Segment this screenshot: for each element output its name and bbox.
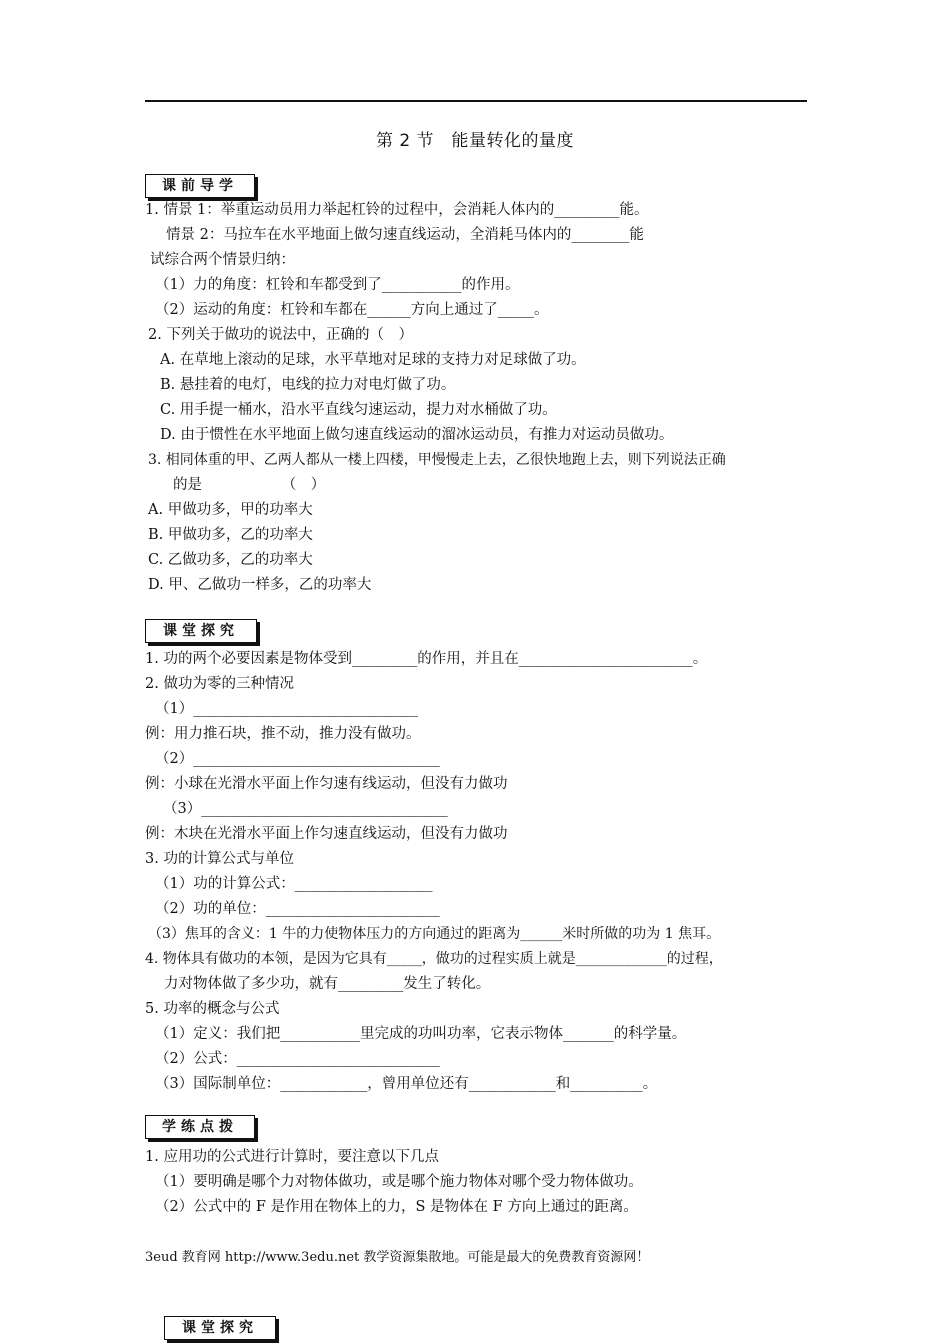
explore-line: （3）国际制单位：____________，曾用单位还有____________和__________。 — [155, 1076, 658, 1092]
pre-line: 2. 下列关于做功的说法中，正确的（ ） — [148, 327, 413, 343]
explore-line: （2）功的单位：________________________ — [155, 901, 440, 917]
section-badge-pre: 课前导学 — [145, 174, 255, 198]
explore-line: 例：小球在光滑水平面上作匀速有线运动，但没有力做功 — [145, 776, 508, 792]
pre-line: 情景 2：马拉车在水平地面上做匀速直线运动，全消耗马体内的________能 — [166, 227, 644, 243]
header-rule — [145, 100, 807, 102]
explore-line: （1）定义：我们把___________里完成的功叫功率，它表示物体_______的科学量。 — [155, 1026, 687, 1042]
pre-line: D. 甲、乙做功一样多，乙的功率大 — [148, 577, 372, 593]
practice-line: （2）公式中的 F 是作用在物体上的力，S 是物体在 F 方向上通过的距离。 — [155, 1199, 638, 1215]
pre-line: C. 乙做功多，乙的功率大 — [148, 552, 313, 568]
explore-line: 1. 功的两个必要因素是物体受到_________的作用，并且在________________________。 — [145, 651, 708, 667]
explore-line: （2）__________________________________ — [155, 751, 440, 767]
explore-line: （3）焦耳的含义：1 牛的力使物体压力的方向通过的距离为______米时所做的功为 1 焦耳。 — [148, 926, 721, 942]
explore-line: 3. 功的计算公式与单位 — [145, 851, 294, 867]
pre-line: B. 甲做功多，乙的功率大 — [148, 527, 313, 543]
explore-line: （1）功的计算公式：___________________ — [155, 876, 433, 892]
explore-line: （3）__________________________________ — [163, 801, 448, 817]
explore-line: （1）_______________________________ — [155, 701, 418, 717]
section-badge-explore-2: 课堂探究 — [164, 1316, 276, 1340]
footer-text: 3eud 教育网 http://www.3edu.net 教学资源集散地。可能是最大的免费教育资源网！ — [145, 1250, 650, 1265]
section-badge-practice: 学练点拨 — [145, 1115, 255, 1139]
explore-line: 4. 物体具有做功的本领，是因为它具有_____，做功的过程实质上就是_____________的过程， — [145, 951, 723, 967]
page-title: 第 2 节 能量转化的量度 — [375, 131, 575, 151]
practice-line: 1. 应用功的公式进行计算时，要注意以下几点 — [145, 1149, 439, 1165]
pre-line: A. 甲做功多，甲的功率大 — [148, 502, 313, 518]
practice-line: （1）要明确是哪个力对物体做功，或是哪个施力物体对哪个受力物体做功。 — [155, 1174, 643, 1190]
explore-line: 力对物体做了多少功，就有_________发生了转化。 — [164, 976, 491, 992]
pre-line: C. 用手提一桶水，沿水平直线匀速运动，提力对水桶做了功。 — [160, 402, 557, 418]
pre-line: 试综合两个情景归纳： — [150, 252, 295, 268]
explore-line: 5. 功率的概念与公式 — [145, 1001, 280, 1017]
pre-line: 的是 （ ） — [173, 477, 326, 493]
pre-line: （1）力的角度：杠铃和车都受到了___________的作用。 — [155, 277, 520, 293]
explore-line: （2）公式：____________________________ — [155, 1051, 440, 1067]
explore-line: 2. 做功为零的三种情况 — [145, 676, 294, 692]
pre-line: D. 由于惯性在水平地面上做匀速直线运动的溜冰运动员，有推力对运动员做功。 — [160, 427, 674, 443]
pre-line: B. 悬挂着的电灯，电线的拉力对电灯做了功。 — [160, 377, 456, 393]
pre-line: 1. 情景 1：举重运动员用力举起杠铃的过程中，会消耗人体内的_________能。 — [145, 202, 649, 218]
pre-line: A. 在草地上滚动的足球，水平草地对足球的支持力对足球做了功。 — [160, 352, 586, 368]
pre-line: 3. 相同体重的甲、乙两人都从一楼上四楼，甲慢慢走上去，乙很快地跑上去，则下列说法正确 — [148, 452, 726, 468]
section-badge-explore: 课堂探究 — [145, 619, 257, 643]
explore-line: 例：用力推石块，推不动，推力没有做功。 — [145, 726, 421, 742]
pre-line: （2）运动的角度：杠铃和车都在______方向上通过了_____。 — [155, 302, 549, 318]
explore-line: 例：木块在光滑水平面上作匀速直线运动，但没有力做功 — [145, 826, 508, 842]
